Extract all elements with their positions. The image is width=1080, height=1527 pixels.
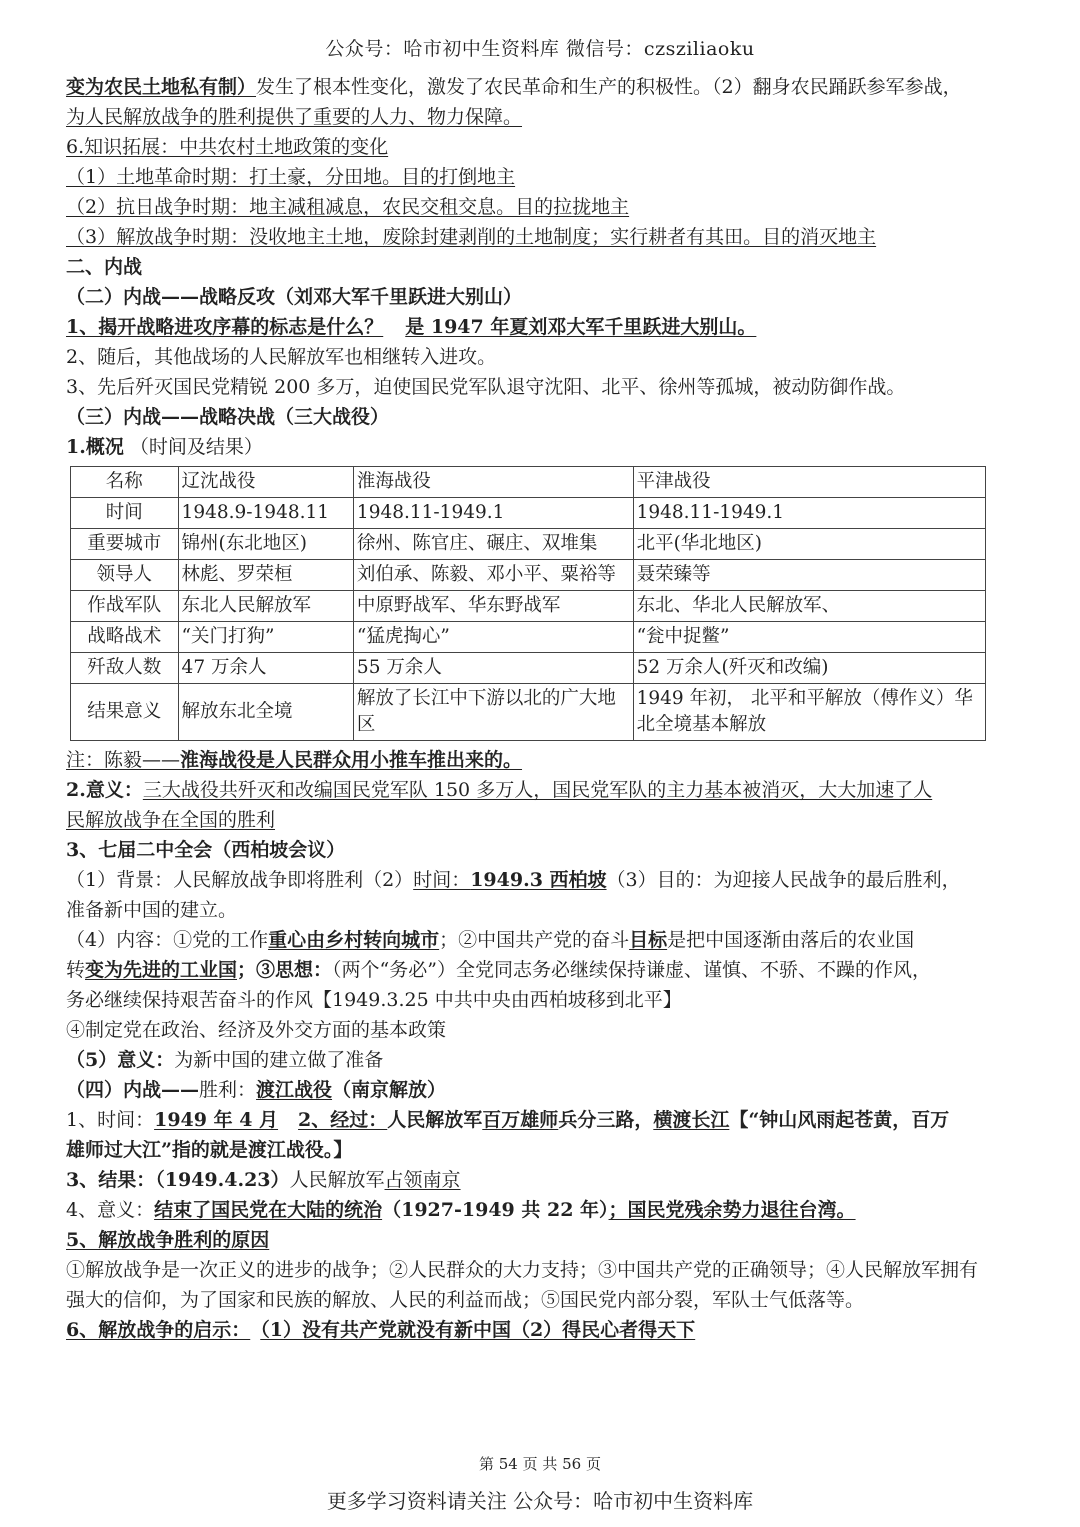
table-header-cell: 辽沈战役	[178, 467, 353, 498]
table-cell: 领导人	[71, 560, 179, 591]
paragraph-line: 雄师过大江”指的就是渡江战役。】	[66, 1139, 353, 1161]
underlined-text: 三大战役共歼灭和改编国民党军队 150 多万人，国民党军队的主力基本被消灭，大大加速了人	[142, 779, 933, 801]
paragraph-line	[66, 1195, 1024, 1225]
bold-text: （南京解放）	[332, 1079, 447, 1101]
table-header-cell: 淮海战役	[353, 467, 633, 498]
bold-text: 百万雄师	[482, 1109, 559, 1131]
table-cell: 重要城市	[71, 529, 179, 560]
page-number: 第 54 页 共 56 页	[478, 1455, 601, 1473]
table-cell: 1948.11-1949.1	[353, 498, 633, 529]
table-cell: 北平(华北地区)	[633, 529, 985, 560]
section-heading: 5、解放战争胜利的原因	[66, 1229, 270, 1251]
bold-text: 变为农民土地私有制）	[66, 76, 257, 98]
paragraph-line: 强大的信仰，为了国家和民族的解放、人民的利益而战；⑤国民党内部分裂，军队士气低落等。	[66, 1289, 865, 1311]
paragraph-line: ④制定党在政治、经济及外交方面的基本政策	[66, 1019, 447, 1041]
table-cell: “猛虎掏心”	[353, 622, 633, 653]
table-row	[71, 498, 986, 529]
bold-text: 2.意义：	[66, 779, 143, 801]
table-header-cell: 平津战役	[633, 467, 985, 498]
bold-text: 横渡长江	[653, 1109, 730, 1131]
bold-text: 1949.3 西柏坡	[470, 869, 607, 891]
paragraph-line: 民解放战争在全国的胜利	[66, 809, 276, 831]
bold-text: （四）内战——	[66, 1079, 200, 1101]
table-cell: 52 万余人(歼灭和改编)	[633, 653, 985, 684]
table-cell: 锦州(东北地区)	[178, 529, 353, 560]
bold-text: 6、解放战争的启示：	[66, 1319, 251, 1341]
table-row	[71, 591, 986, 622]
text: （3）目的：为迎接人民战争的最后胜利，	[606, 869, 961, 891]
text: 转	[66, 959, 86, 981]
text: （4）内容：①党的工作	[66, 929, 269, 951]
note-label: 注：陈毅——	[66, 749, 181, 771]
table-cell: 聂荣臻等	[633, 560, 985, 591]
bold-text: （1）没有共产党就没有新中国（2）得民心者得天下	[260, 1319, 696, 1341]
section-heading: 3、七届二中全会（西柏坡会议）	[66, 839, 346, 861]
bold-text: 渡江战役	[256, 1079, 333, 1101]
page-footer: 更多学习资料请关注 公众号：哈市初中生资料库	[326, 1489, 754, 1513]
paragraph-line	[66, 1165, 1024, 1195]
bold-text: （1927-1949 共 22 年）	[382, 1199, 609, 1221]
text: （1）背景：人民解放战争即将胜利（2）	[66, 869, 414, 891]
table-cell: “关门打狗”	[178, 622, 353, 653]
table-row	[71, 622, 986, 653]
paragraph-line	[66, 775, 1024, 805]
table-header-cell: 名称	[71, 467, 179, 498]
bold-text: 1949 年 4 月	[154, 1109, 279, 1131]
list-item: （1）土地革命时期：打土豪，分田地。目的打倒地主	[66, 166, 516, 188]
paragraph-line: 准备新中国的建立。	[66, 899, 238, 921]
bold-text: 重心由乡村转向城市	[268, 929, 440, 951]
bold-text: ；③思想：	[237, 959, 333, 981]
table-cell: 时间	[71, 498, 179, 529]
bold-text: ；国民党残余势力退往台湾。	[608, 1199, 856, 1221]
table-cell: 结果意义	[71, 684, 179, 741]
bold-text: 变为先进的工业国	[85, 959, 238, 981]
underlined-text: 占领南京	[384, 1169, 461, 1191]
table-cell: 作战军队	[71, 591, 179, 622]
paragraph-line	[66, 102, 1024, 132]
section-heading	[66, 1075, 1024, 1105]
paragraph-line	[66, 432, 1024, 462]
list-item: （3）解放战争时期：没收地主土地，废除封建剥削的土地制度；实行耕者有其田。目的消灭地主	[66, 226, 877, 248]
table-cell: 1948.9-1948.11	[178, 498, 353, 529]
text: 是把中国逐渐由落后的农业国	[667, 929, 915, 951]
text: 1、时间：	[66, 1109, 155, 1131]
table-cell: 林彪、罗荣桓	[178, 560, 353, 591]
bold-text: 结束了国民党在大陆的统治	[154, 1199, 383, 1221]
text: 4、意义：	[66, 1199, 155, 1221]
table-header-row	[71, 467, 986, 498]
bold-text: 【“钟山风雨起苍黄，百万	[729, 1109, 950, 1131]
list-item: （2）抗日战争时期：地主减租减息，农民交租交息。目的拉拢地主	[66, 196, 630, 218]
bold-text: 目标	[629, 929, 668, 951]
bold-text: （5）意义：	[66, 1049, 175, 1071]
document-body	[66, 72, 1024, 1345]
paragraph-line	[66, 865, 1024, 895]
table-row	[71, 529, 986, 560]
paragraph-line: 2、随后，其他战场的人民解放军也相继转入进攻。	[66, 346, 497, 368]
paragraph-line	[66, 955, 1024, 985]
table-row	[71, 560, 986, 591]
table-cell: “瓮中捉鳖”	[633, 622, 985, 653]
battles-table	[70, 466, 986, 741]
underlined-text: 为人民解放战争的胜利提供了重要的人力、物力保障。	[66, 106, 523, 128]
table-cell: 55 万余人	[353, 653, 633, 684]
bold-text: 3、结果：	[66, 1169, 156, 1191]
paragraph-line	[66, 312, 1024, 342]
page-header: 公众号：哈市初中生资料库 微信号：czsziliaoku	[325, 38, 755, 60]
bold-text: 人民解放军	[387, 1109, 483, 1131]
table-cell: 47 万余人	[178, 653, 353, 684]
note-text: 淮海战役是人民群众用小推车推出来的。	[180, 749, 523, 771]
text: 胜利：	[199, 1079, 257, 1101]
table-cell: 东北人民解放军	[178, 591, 353, 622]
text: 发生了根本性变化，激发了农民革命和生产的积极性。（2）翻身农民踊跃参军参战，	[256, 76, 962, 98]
bold-text: 1.概况	[66, 436, 124, 458]
section-heading: 6.知识拓展：中共农村土地政策的变化	[66, 136, 389, 158]
table-row	[71, 653, 986, 684]
text: （两个“务必”）全党同志务必继续保持谦虚、谨慎、不骄、不躁的作风，	[332, 959, 931, 981]
underlined-text: 时间：	[413, 869, 471, 891]
table-cell: 解放了长江中下游以北的广大地区	[353, 684, 633, 741]
table-cell: 战略战术	[71, 622, 179, 653]
table-cell: 1949 年初， 北平和平解放（傅作义）华北全境基本解放	[633, 684, 985, 741]
paragraph-line: 3、先后歼灭国民党精锐 200 多万，迫使国民党军队退守沈阳、北平、徐州等孤城，被动防御作战。	[66, 376, 906, 398]
note-line	[66, 745, 1024, 775]
section-heading: 二、内战	[66, 256, 143, 278]
paragraph-line: 务必继续保持艰苦奋斗的作风【1949.3.25 中共中央由西柏坡移到北平】	[66, 989, 682, 1011]
table-row	[71, 684, 986, 741]
paragraph-line: ①解放战争是一次正义的进步的战争；②人民群众的大力支持；③中国共产党的正确领导；④人民解放军拥有	[66, 1259, 979, 1281]
paragraph-line	[66, 1045, 1024, 1075]
paragraph-line	[66, 1105, 1024, 1135]
text: ；②中国共产党的奋斗	[439, 929, 630, 951]
question-text: 1、揭开战略进攻序幕的标志是什么？	[66, 316, 384, 338]
text: （时间及结果）	[129, 436, 263, 458]
section-heading: （二）内战——战略反攻（刘邓大军千里跃进大别山）	[66, 286, 523, 308]
section-heading	[66, 1315, 1024, 1345]
table-cell: 歼敌人数	[71, 653, 179, 684]
table-cell: 中原野战军、华东野战军	[353, 591, 633, 622]
paragraph-line	[66, 72, 1024, 102]
table-cell: 刘伯承、陈毅、邓小平、粟裕等	[353, 560, 633, 591]
section-heading: （三）内战——战略决战（三大战役）	[66, 406, 390, 428]
table-cell: 解放东北全境	[178, 684, 353, 741]
text: 为新中国的建立做了准备	[174, 1049, 384, 1071]
answer-text: 是 1947 年夏刘邓大军千里跃进大别山。	[405, 316, 757, 338]
bold-text: 2、经过：	[298, 1109, 388, 1131]
text: 人民解放军	[289, 1169, 385, 1191]
bold-text: 兵分三路，	[558, 1109, 654, 1131]
table-cell: 1948.11-1949.1	[633, 498, 985, 529]
table-cell: 徐州、陈官庄、碾庄、双堆集	[353, 529, 633, 560]
table-cell: 东北、华北人民解放军、	[633, 591, 985, 622]
paragraph-line	[66, 925, 1024, 955]
bold-text: （1949.4.23）	[155, 1169, 290, 1191]
